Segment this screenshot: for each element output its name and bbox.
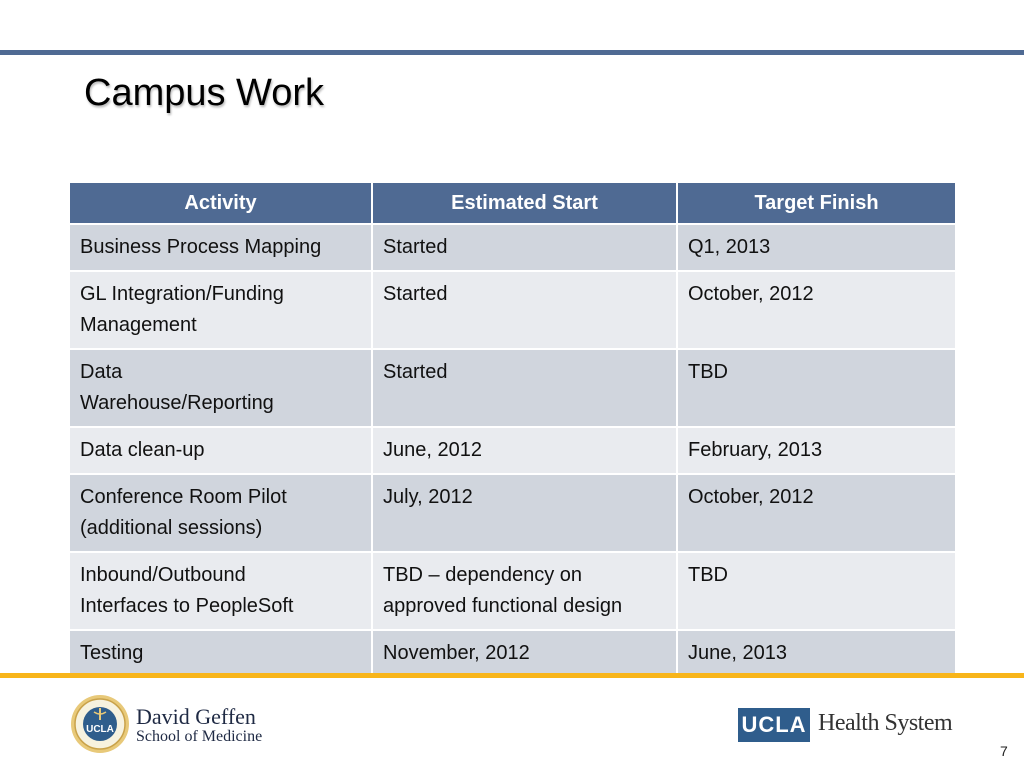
estimated-start-cell [372,474,677,552]
cell-text: Business Process Mapping [80,236,322,258]
cell-text: TBD [688,564,728,586]
health-system-label: Health System [818,710,953,736]
cell-text: Data clean-up [80,439,205,461]
bottom-divider [0,673,1024,678]
cell-text: Started [383,283,448,305]
target-finish-cell [677,630,956,677]
cell-text: Inbound/Outbound [80,564,246,586]
ucla-badge: UCLA [738,708,810,742]
estimated-start-cell [372,224,677,271]
table-row [69,474,956,552]
activity-cell [69,552,372,630]
cell-text: Management [80,314,197,336]
estimated-start-cell [372,271,677,349]
cell-text: July, 2012 [383,486,473,508]
column-header-estimated-start: Estimated Start [372,182,677,224]
cell-text: Started [383,236,448,258]
table-row [69,552,956,630]
activity-cell [69,630,372,677]
geffen-logotype [136,706,262,746]
table-row [69,349,956,427]
cell-text: Interfaces to PeopleSoft [80,595,294,617]
column-header-activity: Activity [69,182,372,224]
cell-text: October, 2012 [688,486,814,508]
cell-text: Testing [80,642,144,664]
cell-text: Warehouse/Reporting [80,392,274,414]
estimated-start-cell [372,427,677,474]
activity-cell [69,474,372,552]
target-finish-cell [677,474,956,552]
seal-label: UCLA [86,724,114,735]
slide-title: Campus Work [84,72,325,114]
cell-text: Q1, 2013 [688,236,771,258]
top-divider [0,50,1024,55]
table-row [69,271,956,349]
table-row [69,630,956,677]
cell-text: November, 2012 [383,642,530,664]
cell-text: June, 2013 [688,642,787,664]
table-row [69,427,956,474]
activity-cell [69,224,372,271]
geffen-school: School of Medicine [136,728,263,745]
cell-text: TBD – dependency on [383,564,583,586]
cell-text: (additional sessions) [80,517,263,539]
page-number: 7 [1000,743,1008,759]
estimated-start-cell [372,349,677,427]
target-finish-cell [677,271,956,349]
cell-text: GL Integration/Funding [80,283,284,305]
target-finish-cell [677,552,956,630]
cell-text: February, 2013 [688,439,823,461]
geffen-name: David Geffen [136,704,256,729]
activity-cell [69,427,372,474]
table-header-row [69,182,956,224]
target-finish-cell [677,349,956,427]
cell-text: Started [383,361,448,383]
activity-cell [69,271,372,349]
cell-text: Data [80,361,123,383]
estimated-start-cell [372,630,677,677]
cell-text: June, 2012 [383,439,482,461]
target-finish-cell [677,427,956,474]
cell-text: TBD [688,361,728,383]
cell-text: Conference Room Pilot [80,486,287,508]
column-header-target-finish: Target Finish [677,182,956,224]
table-row [69,224,956,271]
cell-text: approved functional design [383,595,623,617]
target-finish-cell [677,224,956,271]
ucla-medicine-seal-icon [70,694,130,754]
cell-text: October, 2012 [688,283,814,305]
activity-cell [69,349,372,427]
estimated-start-cell [372,552,677,630]
schedule-table [68,181,957,678]
